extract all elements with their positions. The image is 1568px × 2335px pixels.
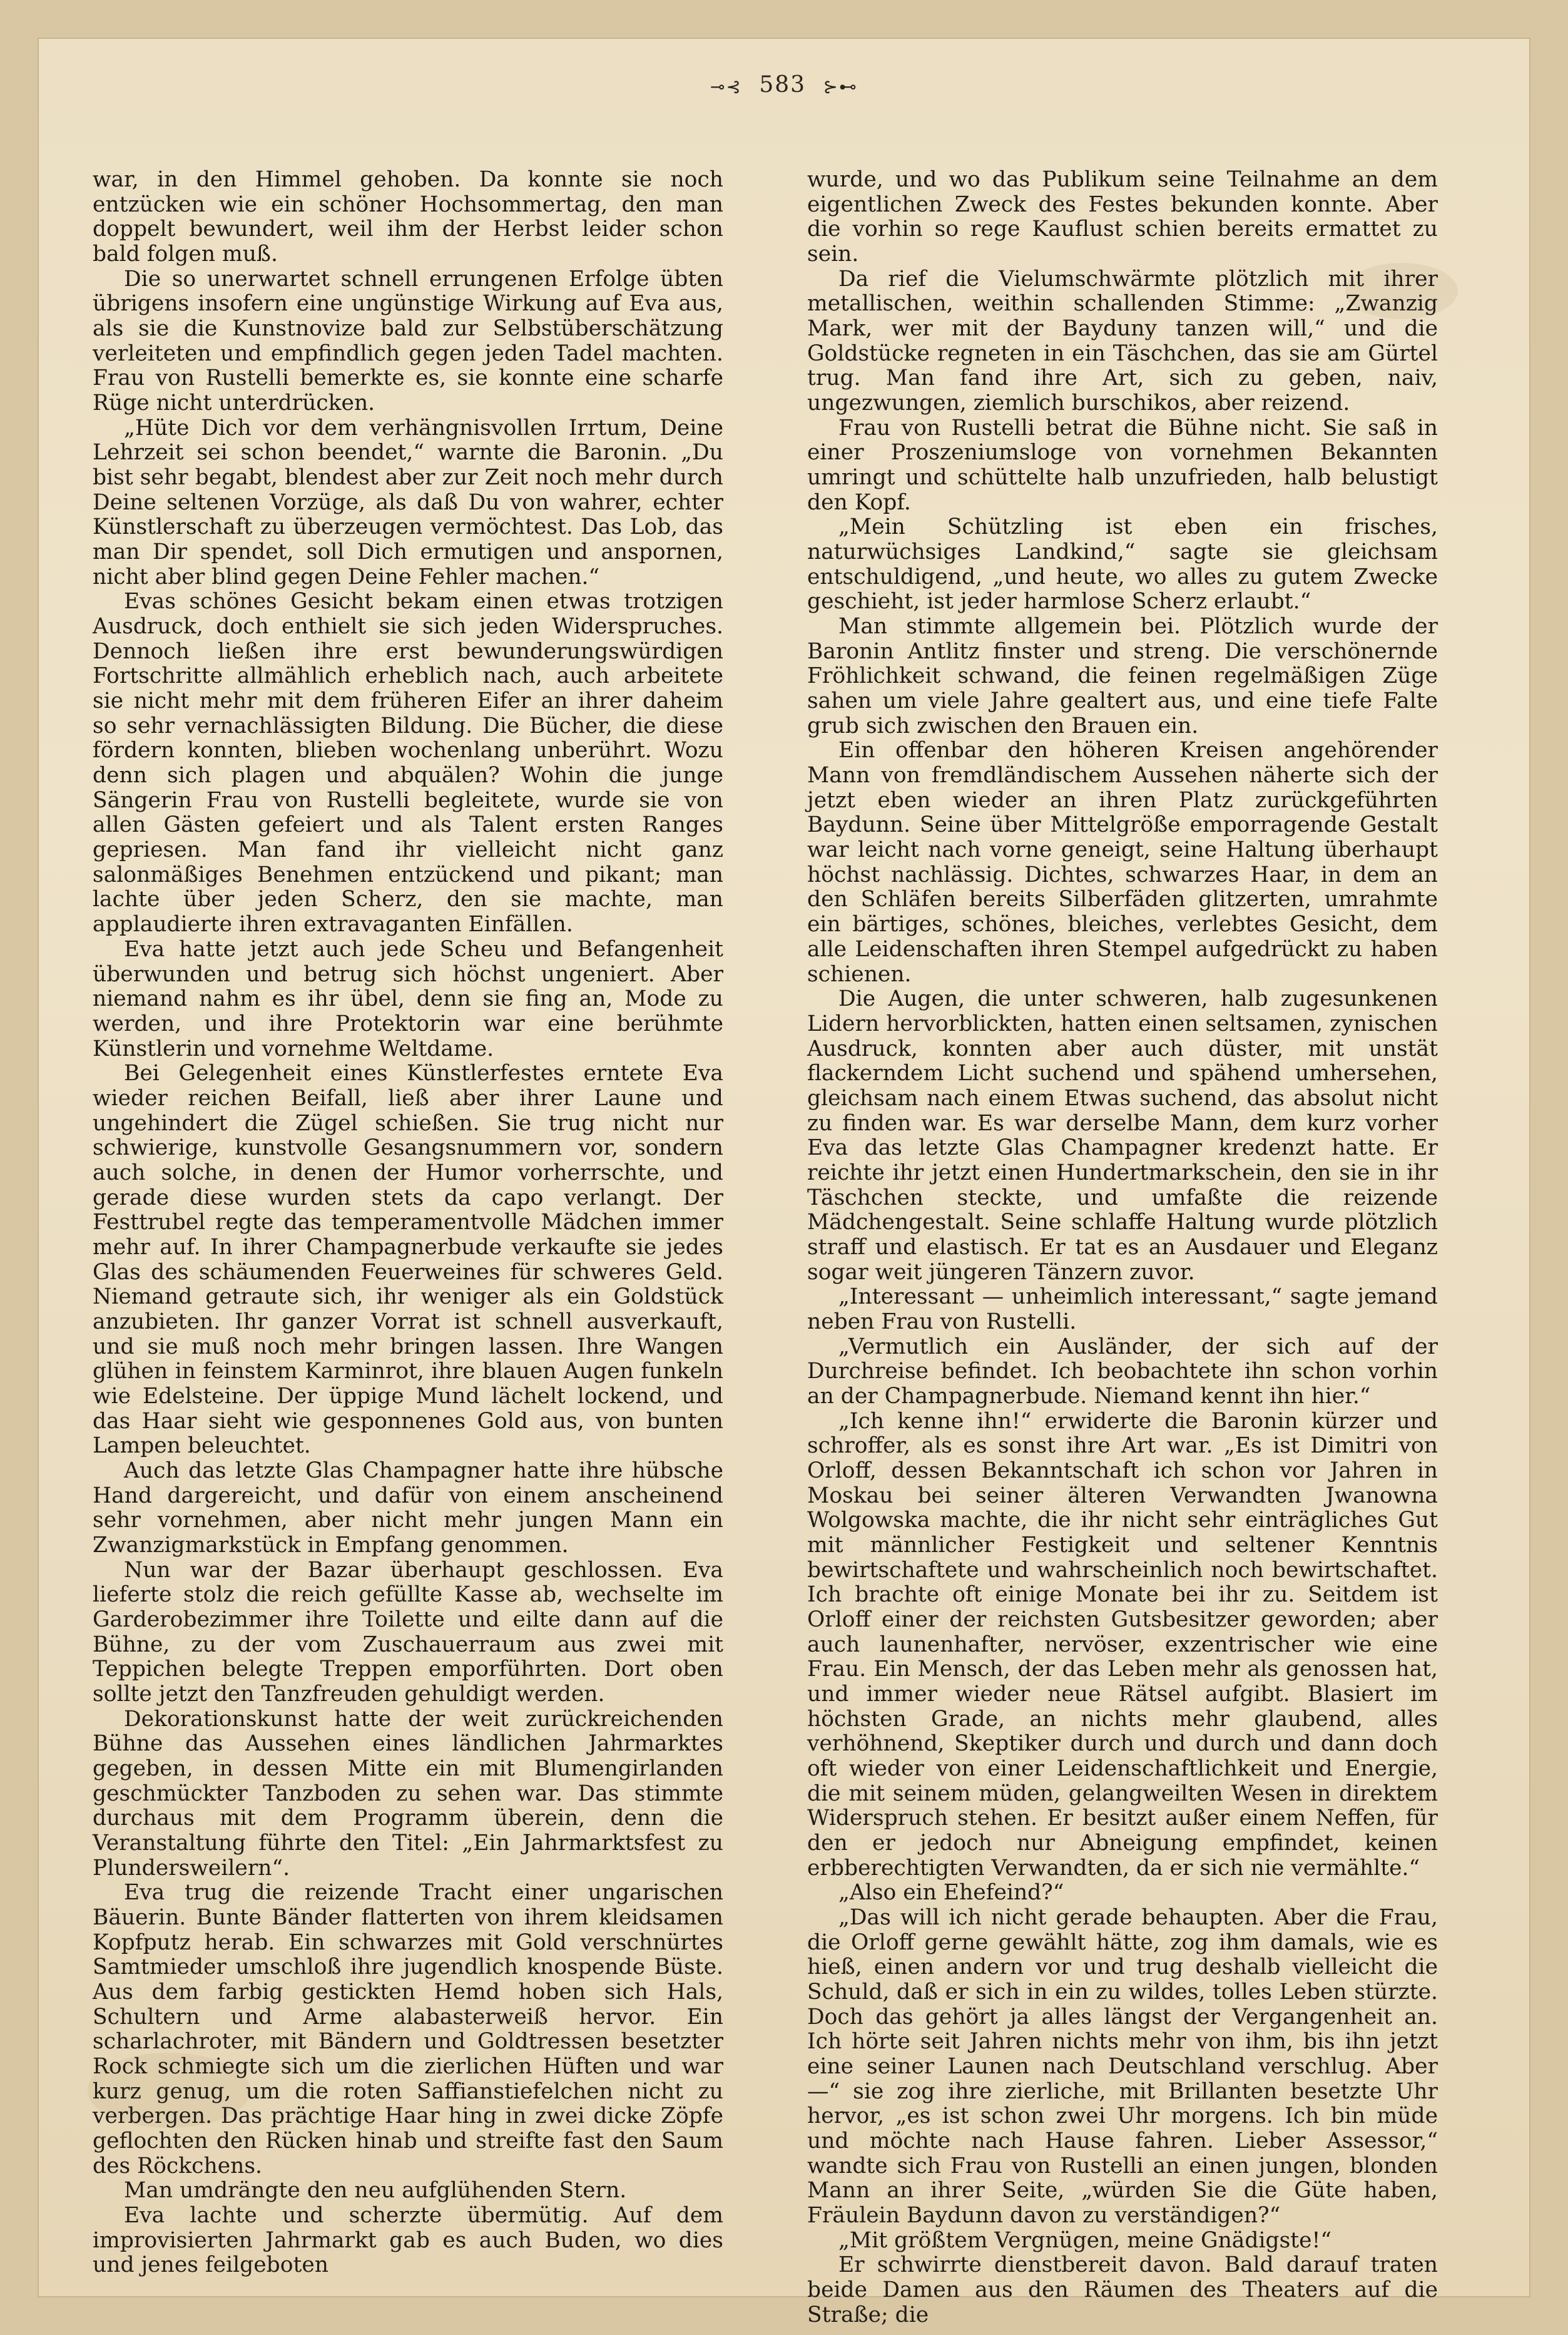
page-number: 583	[759, 72, 807, 98]
right-column	[807, 168, 1438, 2327]
paragraph: Die so unerwartet schnell errungenen Erfolge übten übrigens insofern eine ungünstige Wirkung auf Eva aus, als sie die Kunstnovize bald zur Selbstüberschätzung verleiteten und empfindlich gegen jeden Tadel machten. Frau von Rustelli bemerkte es, sie konnte eine scharfe Rüge nicht unterdrücken.	[93, 266, 723, 416]
paragraph: „Das will ich nicht gerade behaupten. Aber die Frau, die Orloff gerne gewählt hätte, zog ihm damals, wie es hieß, einen andern vor und trug deshalb vielleicht die Schuld, daß er sich in ein zu wildes, tolles Leben stürzte. Doch das gehört ja alles längst der Vergangenheit an. Ich hörte seit Jahren nichts mehr von ihm, bis ihn jetzt eine seiner Launen nach Deutschland verschlug. Aber —“ sie zog ihre zierliche, mit Brillanten besetzte Uhr hervor, „es ist schon zwei Uhr morgens. Ich bin müde und möchte nach Hause fahren. Lieber Assessor,“ wandte sich Frau von Rustelli an einen jungen, blonden Mann an ihrer Seite, „würden Sie die Güte haben, Fräulein Baydunn davon zu verständigen?“	[807, 1905, 1438, 2229]
paragraph: „Also ein Ehefeind?“	[838, 1880, 1064, 1906]
ornament-right-icon: ⊱⊷	[823, 76, 858, 97]
paragraph: Man umdrängte den neu aufglühenden Stern.	[124, 2178, 627, 2204]
paragraph: Bei Gelegenheit eines Künstlerfestes erntete Eva wieder reichen Beifall, ließ aber ihrer Laune und ungehindert die Zügel schießen. Sie trug nicht nur schwierige, kunstvolle Gesangsnummern vor, sondern auch solche, in denen der Humor vorherrschte, und gerade diese wurden stets da capo verlangt. Der Festtrubel regte das temperamentvolle Mädchen immer mehr auf. In ihrer Champagnerbude verkaufte sie jedes Glas des schäumenden Feuerweines für schweres Geld. Niemand getraute sich, ihr weniger als ein Goldstück anzubieten. Ihr ganzer Vorrat ist schnell ausverkauft, und sie muß noch mehr bringen lassen. Ihre Wangen glühen in feinstem Karminrot, ihre blauen Augen funkeln wie Edelsteine. Der üppige Mund lächelt lockend, und das Haar sieht wie gesponnenes Gold aus, von bunten Lampen beleuchtet.	[93, 1061, 723, 1459]
paragraph: Da rief die Vielumschwärmte plötzlich mit ihrer metallischen, weithin schallenden Stimme: „Zwanzig Mark, wer mit der Bayduny tanzen will,“ und die Goldstücke regneten in ein Täschchen, das sie am Gürtel trug. Man fand ihre Art, sich zu geben, naiv, ungezwungen, ziemlich burschikos, aber reizend.	[807, 266, 1438, 416]
paragraph: „Ich kenne ihn!“ erwiderte die Baronin kürzer und schroffer, als es sonst ihre Art war. „Es ist Dimitri von Orloff, dessen Bekanntschaft ich schon vor Jahren in Moskau bei seiner älteren Verwandten Jwanowna Wolgowska machte, die ihr nicht sehr einträgliches Gut mit männlicher Festigkeit und seltener Kenntnis bewirtschaftete und wahrscheinlich noch bewirtschaftet. Ich brachte oft einige Monate bei ihr zu. Seitdem ist Orloff einer der reichsten Gutsbesitzer geworden; aber auch launenhafter, nervöser, exzentrischer wie eine Frau. Ein Mensch, der das Leben mehr als genossen hat, und immer wieder neue Rätsel aufgibt. Blasiert im höchsten Grade, an nichts mehr glaubend, alles verhöhnend, Skeptiker durch und durch und dann doch oft wieder von einer Leidenschaftlichkeit und Energie, die mit seinem müden, gelangweilten Wesen in direktem Widerspruch stehen. Er besitzt außer einem Neffen, für den er jedoch nur Abneigung empfindet, keinen erbberechtigten Verwandten, da er sich nie vermählte.“	[807, 1408, 1438, 1881]
paragraph: Die Augen, die unter schweren, halb zugesunkenen Lidern hervorblickten, hatten einen seltsamen, zynischen Ausdruck, konnten aber auch düster, mit unstät flackerndem Licht suchend und spähend umhersehen, gleichsam nach einem Etwas suchend, das absolut nicht zu finden war. Es war derselbe Mann, dem kurz vorher Eva das letzte Glas Champagner kredenzt hatte. Er reichte ihr jetzt einen Hundertmarkschein, den sie in ihr Täschchen steckte, und umfaßte die reizende Mädchengestalt. Seine schlaffe Haltung wurde plötzlich straff und elastisch. Er tat es an Ausdauer und Eleganz sogar weit jüngeren Tänzern zuvor.	[807, 986, 1438, 1285]
paragraph: Eva lachte und scherzte übermütig. Auf dem improvisierten Jahrmarkt gab es auch Buden, wo dies und jenes feilgeboten	[93, 2203, 723, 2278]
paragraph: „Interessant — unheimlich interessant,“ sagte jemand neben Frau von Rustelli.	[807, 1284, 1438, 1334]
paragraph: „Vermutlich ein Ausländer, der sich auf der Durchreise befindet. Ich beobachtete ihn schon vorhin an der Champagnerbude. Niemand kennt ihn hier.“	[807, 1334, 1438, 1409]
paragraph: war, in den Himmel gehoben. Da konnte sie noch entzücken wie ein schöner Hochsommertag, den man doppelt bewundert, weil ihm der Herbst leider schon bald folgen muß.	[93, 167, 723, 267]
paragraph: Ein offenbar den höheren Kreisen angehörender Mann von fremdländischem Aussehen näherte sich der jetzt eben wieder an ihren Platz zurückgeführten Baydunn. Seine über Mittelgröße emporragende Gestalt war leicht nach vorne geneigt, seine Haltung überhaupt höchst nachlässig. Dichtes, schwarzes Haar, in dem an den Schläfen bereits Silberfäden glitzerten, umrahmte ein bärtiges, schönes, bleiches, verlebtes Gesicht, dem alle Leidenschaften ihren Stempel aufgedrückt zu haben schienen.	[807, 738, 1438, 987]
paragraph: wurde, und wo das Publikum seine Teilnahme an dem eigentlichen Zweck des Festes bekunden konnte. Aber die vorhin so rege Kauflust schien bereits ermattet zu sein.	[807, 167, 1438, 267]
paragraph: Eva trug die reizende Tracht einer ungarischen Bäuerin. Bunte Bänder flatterten von ihrem kleidsamen Kopfputz herab. Ein schwarzes mit Gold verschnürtes Samtmieder umschloß ihre jugendlich knospende Büste. Aus dem farbig gestickten Hemd hoben sich Hals, Schultern und Arme alabasterweiß hervor. Ein scharlachroter, mit Bändern und Goldtressen besetzter Rock schmiegte sich um die zierlichen Hüften und war kurz genug, um die roten Saffianstiefelchen nicht zu verbergen. Das prächtige Haar hing in zwei dicke Zöpfe geflochten den Rücken hinab und streifte fast den Saum des Röckchens.	[93, 1880, 723, 2179]
paragraph: Auch das letzte Glas Champagner hatte ihre hübsche Hand dargereicht, und dafür von einem anscheinend sehr vornehmen, aber nicht mehr jungen Mann ein Zwanzigmarkstück in Empfang genommen.	[93, 1458, 723, 1558]
paragraph: „Hüte Dich vor dem verhängnisvollen Irrtum, Deine Lehrzeit sei schon beendet,“ warnte die Baronin. „Du bist sehr begabt, blendest aber zur Zeit noch mehr durch Deine seltenen Vorzüge, als daß Du von wahrer, echter Künstlerschaft zu überzeugen vermöchtest. Das Lob, das man Dir spendet, soll Dich ermutigen und anspornen, nicht aber blind gegen Deine Fehler machen.“	[93, 415, 723, 590]
page-header	[0, 72, 1568, 98]
ornament-left-icon: ⊸⊰	[710, 76, 742, 97]
paragraph: „Mit größtem Vergnügen, meine Gnädigste!“	[838, 2227, 1332, 2253]
paragraph: Dekorationskunst hatte der weit zurückreichenden Bühne das Aussehen eines ländlichen Jahrmarktes gegeben, in dessen Mitte ein mit Blumengirlanden geschmückter Tanzboden zu sehen war. Das stimmte durchaus mit dem Programm überein, denn die Veranstaltung führte den Titel: „Ein Jahrmarktsfest zu Plundersweilern“.	[93, 1706, 723, 1881]
paragraph: Eva hatte jetzt auch jede Scheu und Befangenheit überwunden und betrug sich höchst ungeniert. Aber niemand nahm es ihr übel, denn sie fing an, Mode zu werden, und ihre Protektorin war eine berühmte Künstlerin und vornehme Weltdame.	[93, 936, 723, 1061]
paragraph: Frau von Rustelli betrat die Bühne nicht. Sie saß in einer Proszeniumsloge von vornehmen Bekannten umringt und schüttelte halb unzufrieden, halb belustigt den Kopf.	[807, 415, 1438, 515]
paragraph: Man stimmte allgemein bei. Plötzlich wurde der Baronin Antlitz finster und streng. Die verschönernde Fröhlichkeit schwand, die feinen regelmäßigen Züge sahen um viele Jahre gealtert aus, und eine tiefe Falte grub sich zwischen den Brauen ein.	[807, 614, 1438, 738]
paragraph: Nun war der Bazar überhaupt geschlossen. Eva lieferte stolz die reich gefüllte Kasse ab, wechselte im Garderobezimmer ihre Toilette und eilte dann auf die Bühne, zu der vom Zuschauerraum aus zwei mit Teppichen belegte Treppen emporführten. Dort oben sollte jetzt den Tanzfreuden gehuldigt werden.	[93, 1557, 723, 1707]
paragraph: „Mein Schützling ist eben ein frisches, naturwüchsiges Landkind,“ sagte sie gleichsam entschuldigend, „und heute, wo alles zu gutem Zwecke geschieht, ist jeder harmlose Scherz erlaubt.“	[807, 514, 1438, 615]
paragraph: Evas schönes Gesicht bekam einen etwas trotzigen Ausdruck, doch enthielt sie sich jeden Widerspruches. Dennoch ließen ihre erst bewunderungswürdigen Fortschritte allmählich erheblich nach, auch arbeitete sie nicht mehr mit dem früheren Eifer an ihrer daheim so sehr vernachlässigten Bildung. Die Bücher, die diese fördern konnten, blieben wochenlang unberührt. Wozu denn sich plagen und abquälen? Wohin die junge Sängerin Frau von Rustelli begleitete, wurde sie von allen Gästen gefeiert und als Talent ersten Ranges gepriesen. Man fand ihr vielleicht nicht ganz salonmäßiges Benehmen entzückend und pikant; man lachte über jeden Scherz, den sie machte, man applaudierte ihren extravaganten Einfällen.	[93, 589, 723, 938]
paragraph: Er schwirrte dienstbereit davon. Bald darauf traten beide Damen aus den Räumen des Theaters auf die Straße; die	[807, 2252, 1438, 2327]
left-column	[93, 168, 723, 2278]
